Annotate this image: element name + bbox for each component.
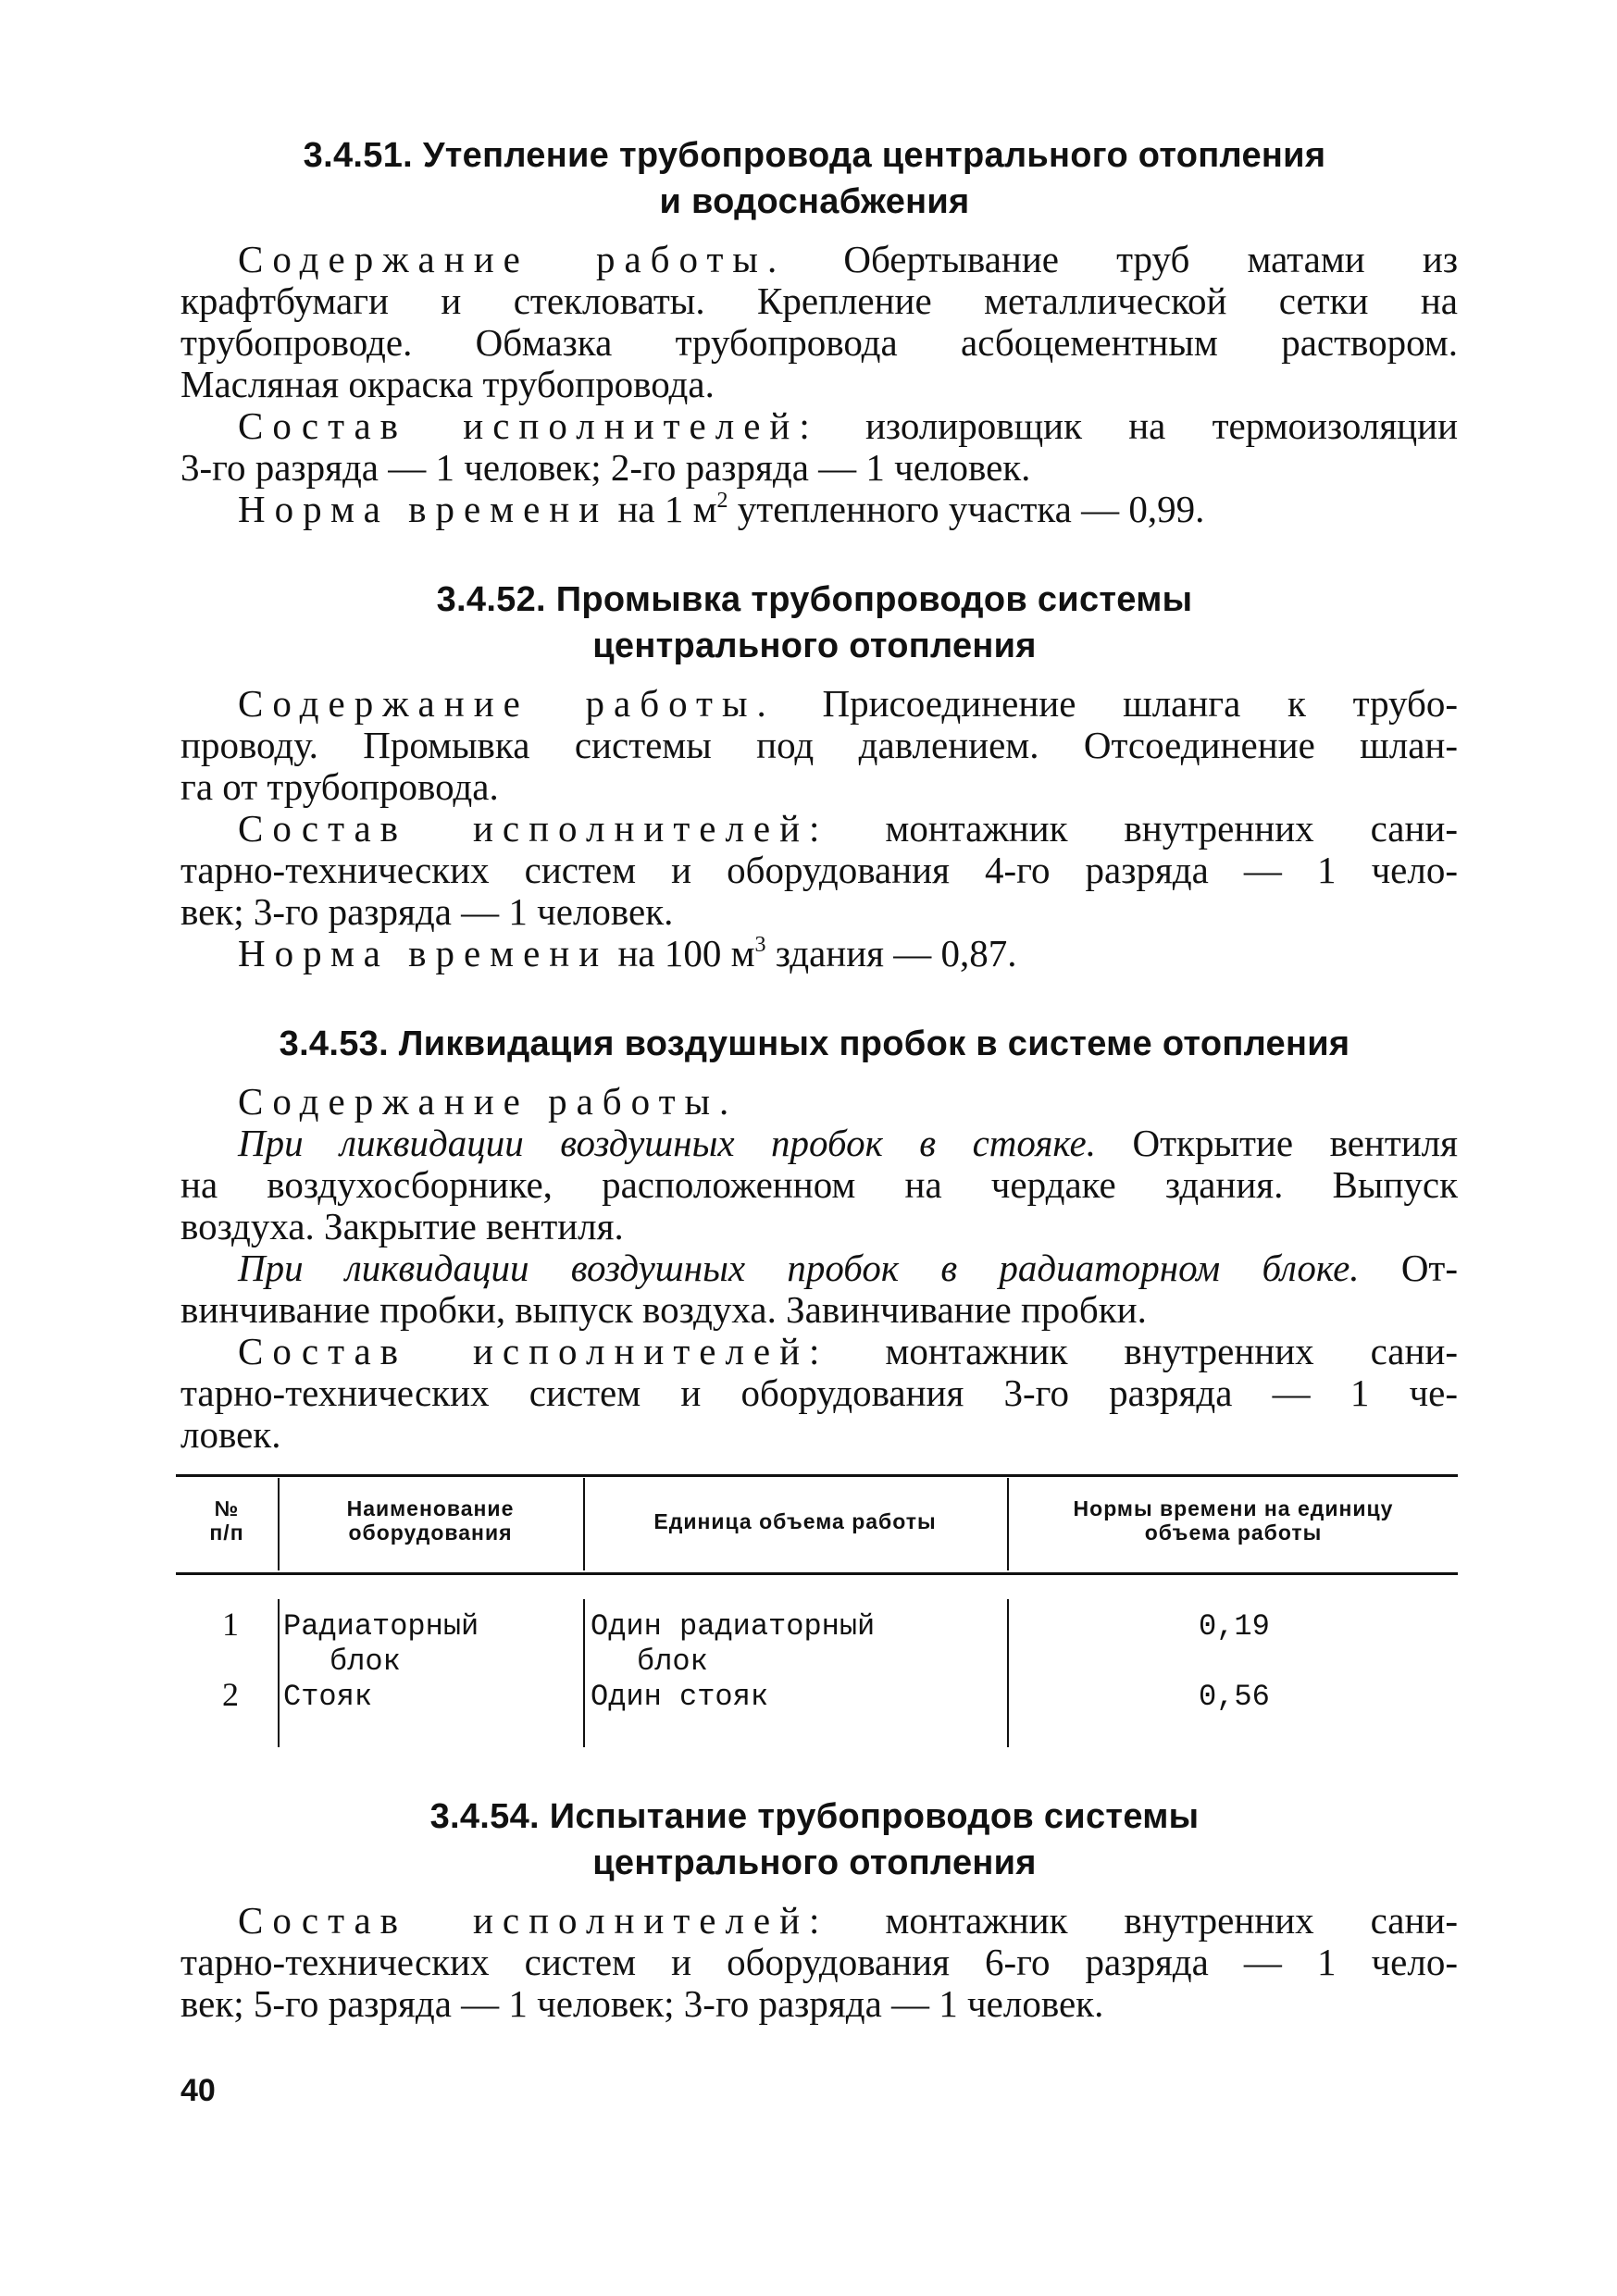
table-row-unit: Один стояк — [591, 1680, 769, 1714]
section-3-4-52-body: Содержание работы. Присоединение шланга к трубо- проводу. Промывка системы под давлением. Отсоединение шлан- га от трубопровода. Состав исполнителей: монтажник внутренних сани- тарно-технических систем и оборудования 4-го разряда — 1 чело- век; 3-го разряда — 1 человек. Норма времени на 100 $м^3$ здания — 0,87. — [180, 682, 1459, 974]
table-row-name: Радиаторный блок — [283, 1609, 479, 1679]
section-3-4-54-body: Состав исполнителей: монтажник внутренних сани- тарно-технических систем и оборудования 6-го разряда — 1 чело- век; 5-го разряда — 1 человек; 3-го разряда — 1 человек. — [180, 1899, 1459, 2025]
table-row-unit: Один радиаторный блок — [591, 1609, 876, 1679]
norms-table — [176, 1474, 1458, 1743]
header-num: № п/п — [209, 1496, 244, 1545]
table-top-rule — [176, 1474, 1458, 1477]
page-number: 40 — [180, 2073, 216, 2108]
table-col-divider — [583, 1599, 585, 1747]
section-3-4-53-body: Содержание работы. При ликвидации воздушных пробок в стояке. Открытие вентиля на воздухосборнике, расположенном на чердаке здания. Выпуск воздуха. Закрытие вентиля. При ликвидации воздушных пробок в радиаторном блоке. От- винчивание пробки, выпуск воздуха. Завинчивание пробки. Состав исполнителей: монтажник внутренних сани- тарно-технических систем и оборудования 3-го разряда — 1 че- ловек. — [180, 1080, 1459, 1456]
table-header-rule — [176, 1572, 1458, 1575]
table-row-name: Стояк — [283, 1680, 373, 1714]
section-heading-3-4-51: 3.4.51. Утепление трубопровода центрального отопления и водоснабжения — [303, 136, 1326, 221]
section-heading-3-4-54: 3.4.54. Испытание трубопроводов системы центрального отопления — [429, 1797, 1200, 1882]
section-heading-3-4-53: 3.4.53. Ликвидация воздушных пробок в системе отопления — [279, 1024, 1350, 1063]
table-col-divider — [1007, 1599, 1009, 1747]
header-unit: Единица объема работы — [653, 1509, 937, 1533]
header-norm: Нормы времени на единицу объема работы — [1073, 1496, 1394, 1545]
header-name: Наименование оборудования — [346, 1496, 515, 1545]
section-3-4-51-body: Содержание работы. Обертывание труб матами из крафтбумаги и стекловаты. Крепление металлической сетки на трубопроводе. Обмазка трубопровода асбоцементным раствором. Масляная окраска трубопровода. Состав исполнителей: изолировщик на термоизоляции 3-го разряда — 1 человек; 2-го разряда — 1 человек. Норма времени на 1 $м^2$ утепленного участка — 0,99. — [180, 238, 1459, 530]
table-row-num: 1 — [222, 1606, 239, 1643]
table-row-norm: 0,19 — [1199, 1609, 1270, 1644]
table-row-norm: 0,56 — [1199, 1680, 1270, 1714]
section-heading-3-4-52: 3.4.52. Промывка трубопроводов системы центрального отопления — [436, 580, 1193, 665]
table-col-divider — [278, 1599, 280, 1747]
table-row-num: 2 — [222, 1676, 239, 1713]
